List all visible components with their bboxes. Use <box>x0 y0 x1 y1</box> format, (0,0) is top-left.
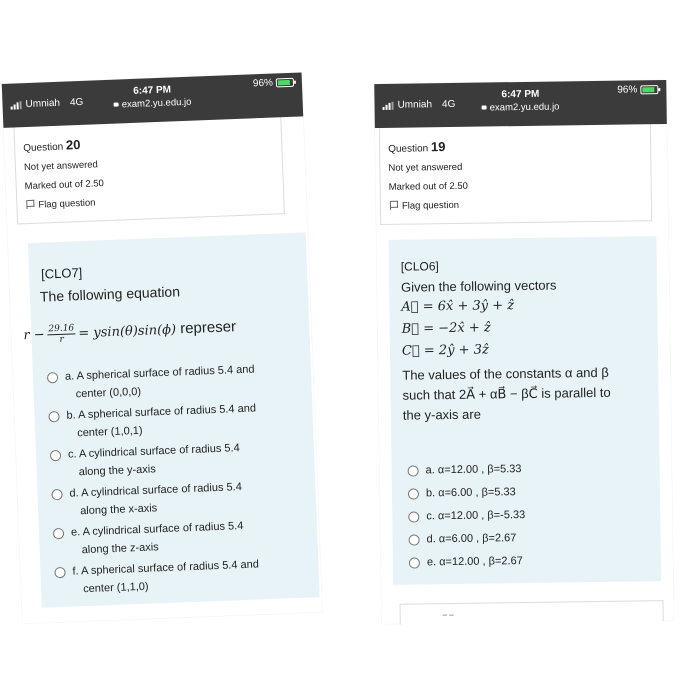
lock-icon <box>482 105 487 109</box>
option-b[interactable] <box>404 481 656 503</box>
network-type: 4G <box>69 96 84 109</box>
carrier-name: Umniah <box>25 97 61 111</box>
battery-percent: 96% <box>252 77 274 90</box>
url-text: exam2.yu.edu.jo <box>489 101 560 114</box>
option-text: d. α=6.00 , β=2.67 <box>426 532 517 546</box>
option-a[interactable] <box>404 458 656 480</box>
fraction-denominator: r <box>59 334 65 345</box>
question-marks: Marked out of 2.50 <box>388 180 468 193</box>
option-f[interactable] <box>50 553 315 599</box>
option-line1: a. A spherical surface of radius 5.4 and <box>64 363 255 383</box>
question-marks: Marked out of 2.50 <box>24 178 105 193</box>
option-line2: center (1,1,0) <box>82 580 149 596</box>
question-info-box <box>13 117 285 224</box>
option-e[interactable] <box>405 550 657 572</box>
radio-icon[interactable] <box>409 534 420 545</box>
battery-status <box>617 84 658 96</box>
radio-icon[interactable] <box>408 465 419 476</box>
question-state: Not yet answered <box>388 161 463 174</box>
option-d[interactable] <box>404 527 656 549</box>
equation-rhs: = ysin(θ)sin(ϕ) <box>78 322 177 342</box>
url-text: exam2.yu.edu.jo <box>121 96 192 111</box>
battery-percent: 96% <box>617 84 638 96</box>
answer-options <box>43 358 316 602</box>
answer-options <box>404 458 658 577</box>
battery-icon <box>640 85 658 94</box>
clock: 6:47 PM <box>501 88 540 101</box>
radio-icon[interactable] <box>50 450 61 461</box>
clock: 6:47 PM <box>133 84 172 97</box>
option-line1: e. A cylindrical surface of radius 5.4 <box>70 520 244 539</box>
option-d[interactable] <box>47 475 312 521</box>
option-line2: along the y-axis <box>78 463 156 479</box>
option-c[interactable] <box>46 436 311 482</box>
question-info-box <box>379 124 652 225</box>
equation-fraction <box>47 323 76 345</box>
screenshot-question-20 <box>2 72 323 623</box>
radio-icon[interactable] <box>47 372 58 383</box>
equation-lhs: r − <box>23 327 45 344</box>
question-lead: The following equation <box>39 283 181 305</box>
option-text: b. α=6.00 , β=5.33 <box>425 486 516 500</box>
question-number: 20 <box>65 136 81 153</box>
option-line1: d. A cylindrical surface of radius 5.4 <box>69 481 243 500</box>
network-type: 4G <box>441 98 456 111</box>
next-question-partial: – – <box>442 610 454 620</box>
question-lead: Given the following vectors <box>400 277 557 295</box>
option-line2: center (1,0,1) <box>76 424 143 440</box>
option-line1: f. A spherical surface of radius 5.4 and <box>72 558 260 578</box>
radio-icon[interactable] <box>48 411 59 422</box>
option-b[interactable] <box>44 397 309 443</box>
question-text-card <box>388 236 661 585</box>
question-description-2: such that 2A⃗ + αB⃗ − βC⃗ is parallel to <box>402 384 611 403</box>
radio-icon[interactable] <box>53 528 64 539</box>
option-text: c. α=12.00 , β=-5.33 <box>426 508 526 523</box>
question-label: Question <box>23 141 64 155</box>
radio-icon[interactable] <box>408 511 419 522</box>
battery-icon <box>276 78 294 88</box>
next-question-card <box>400 600 664 625</box>
flag-question-label: Flag question <box>401 199 460 212</box>
question-label: Question <box>388 143 429 155</box>
question-state: Not yet answered <box>23 159 99 174</box>
screenshot-question-19 <box>374 80 674 624</box>
fraction-numerator: 29.16 <box>48 323 75 335</box>
radio-icon[interactable] <box>409 557 420 568</box>
flag-icon <box>25 200 34 209</box>
vector-c: C⃗ = 2ŷ + 3ẑ <box>401 342 489 359</box>
option-a[interactable] <box>43 358 308 404</box>
vector-a: A⃗ = 6x̂ + 3ŷ + ẑ <box>401 298 515 315</box>
vector-b: B⃗ = −2x̂ + ẑ <box>401 320 491 337</box>
question-description-3: the y-axis are <box>402 406 482 423</box>
option-line1: c. A cylindrical surface of radius 5.4 <box>67 442 240 461</box>
question-text-card <box>23 232 320 607</box>
flag-icon <box>389 201 398 210</box>
status-bar <box>374 80 667 128</box>
option-line2: along the z-axis <box>81 541 159 557</box>
address-bar[interactable] <box>375 99 667 116</box>
radio-icon[interactable] <box>51 489 62 500</box>
option-text: e. α=12.00 , β=2.67 <box>426 555 523 569</box>
carrier-name: Umniah <box>397 99 433 111</box>
clo-tag: [CLO6] <box>400 259 439 274</box>
equation <box>23 317 236 346</box>
option-line2: along the x-axis <box>79 502 158 518</box>
option-line2: center (0,0,0) <box>75 385 142 401</box>
lock-icon <box>114 102 119 106</box>
radio-icon[interactable] <box>408 488 419 499</box>
clo-tag: [CLO7] <box>40 265 83 282</box>
option-line1: b. A spherical surface of radius 5.4 and <box>66 402 257 422</box>
option-text: a. α=12.00 , β=5.33 <box>425 463 522 477</box>
question-number: 19 <box>430 139 446 155</box>
radio-icon[interactable] <box>54 567 65 578</box>
option-e[interactable] <box>49 514 314 560</box>
flag-question-link[interactable] <box>389 193 645 216</box>
equation-tail: represer <box>179 318 237 338</box>
option-c[interactable] <box>404 504 656 526</box>
flag-question-label: Flag question <box>38 197 96 211</box>
battery-status <box>253 77 294 90</box>
question-description-1: The values of the constants α and β <box>402 364 609 383</box>
